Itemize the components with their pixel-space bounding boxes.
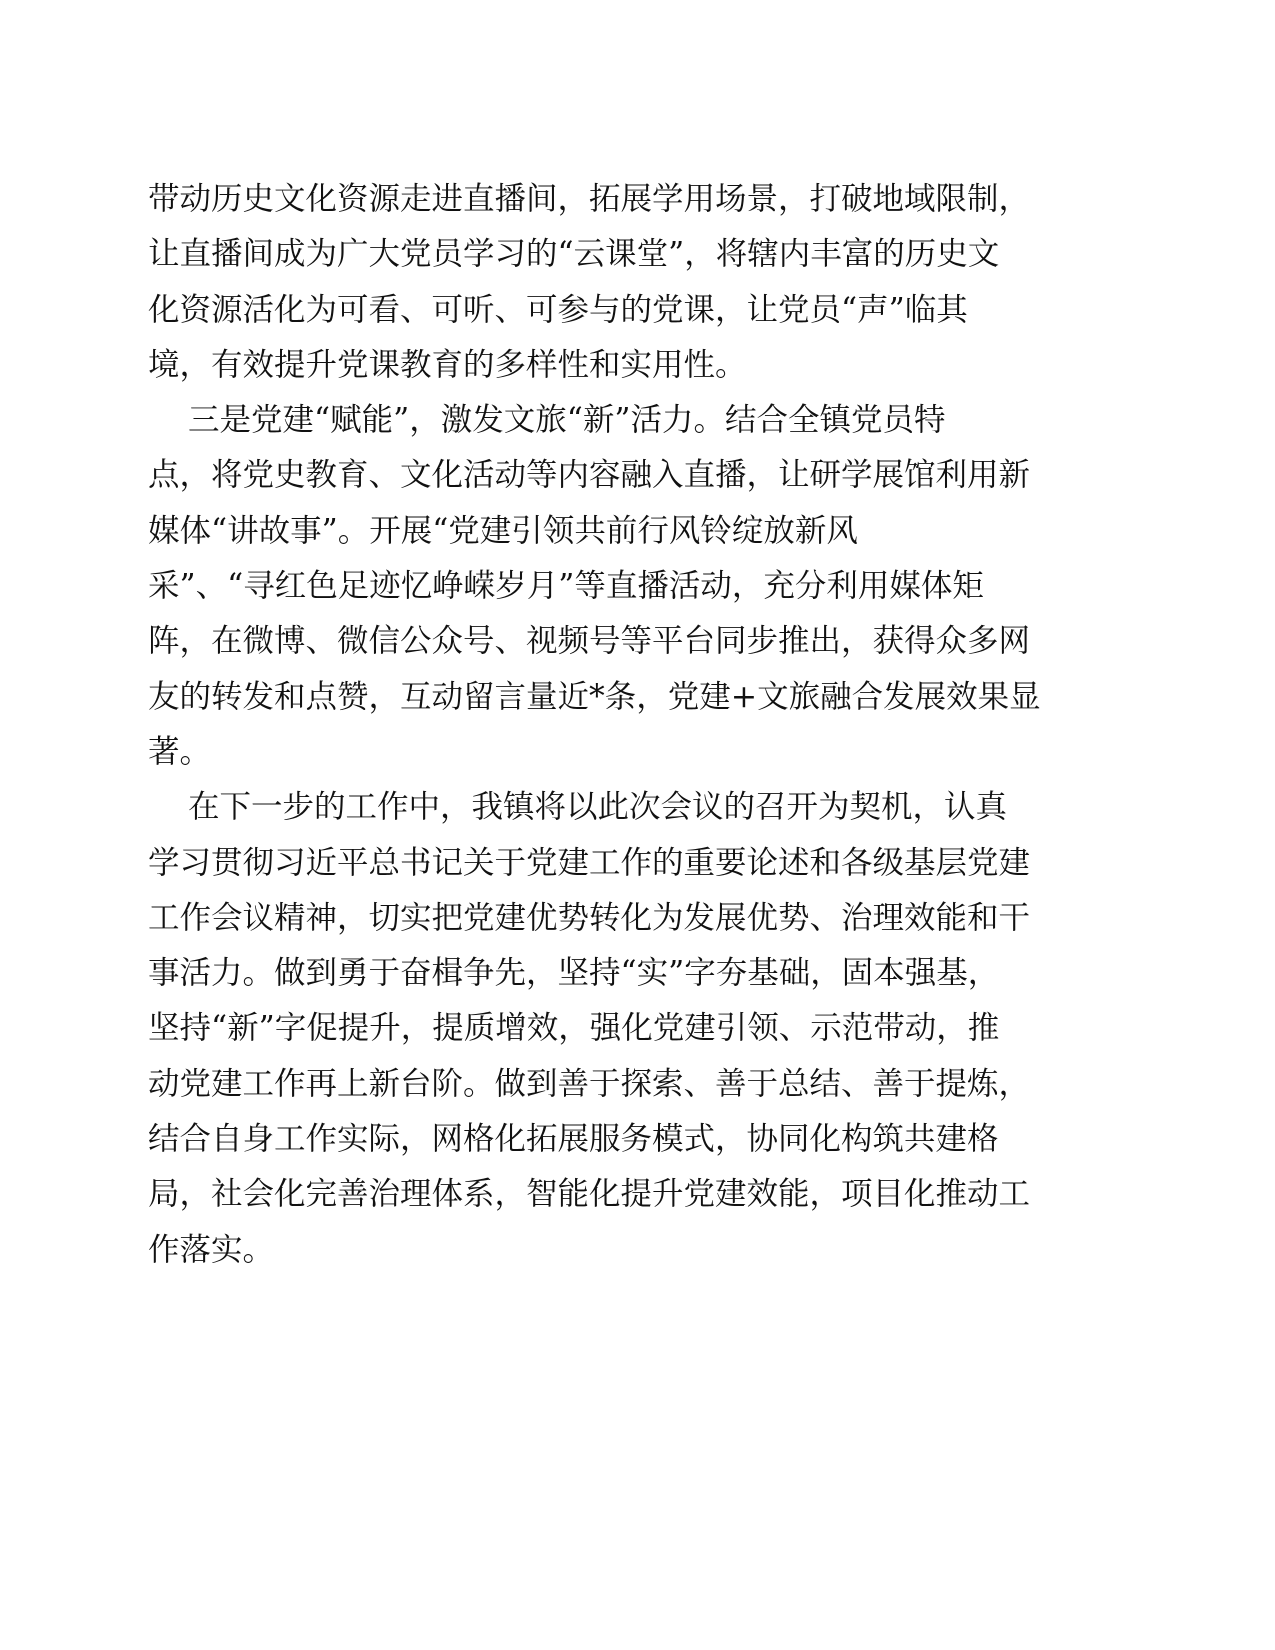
text-line: 事活力。做到勇于奋楫争先，坚持“实”字夯基础，固本强基， bbox=[148, 955, 1000, 992]
text-line: 局，社会化完善治理体系，智能化提升党建效能，项目化推动工 bbox=[148, 1176, 1031, 1213]
text-line: 结合自身工作实际，网格化拓展服务模式，协同化构筑共建格 bbox=[148, 1121, 999, 1158]
text-line: 学习贯彻习近平总书记关于党建工作的重要论述和各级基层党建 bbox=[148, 844, 1031, 881]
text-line: 三是党建“赋能”，激发文旅“新”活力。结合全镇党员特 bbox=[148, 402, 946, 439]
text-line: 带动历史文化资源走进直播间，拓展学用场景，打破地域限制， bbox=[148, 181, 1031, 217]
text-line: 采”、“寻红色足迹忆峥嵘岁月”等直播活动，充分利用媒体矩 bbox=[148, 568, 984, 605]
text-line: 著。 bbox=[148, 733, 212, 770]
text-line: 让直播间成为广大党员学习的“云课堂”，将辖内丰富的历史文 bbox=[148, 236, 1000, 273]
text-line: 坚持“新”字促提升，提质增效，强化党建引领、示范带动，推 bbox=[148, 1010, 1000, 1047]
document-body bbox=[148, 172, 1048, 1278]
text-line: 工作会议精神，切实把党建优势转化为发展优势、治理效能和干 bbox=[148, 899, 1031, 936]
text-line: 友的转发和点赞，互动留言量近*条，党建+文旅融合发展效果显 bbox=[148, 678, 1041, 715]
text-line: 阵，在微博、微信公众号、视频号等平台同步推出，获得众多网 bbox=[148, 623, 1031, 660]
text-line: 境，有效提升党课教育的多样性和实用性。 bbox=[148, 346, 747, 383]
text-line: 媒体“讲故事”。开展“党建引领共前行风铃绽放新风 bbox=[148, 512, 858, 549]
text-line: 作落实。 bbox=[148, 1231, 275, 1268]
text-line: 化资源活化为可看、可听、可参与的党课，让党员“声”临其 bbox=[148, 291, 968, 328]
text-line: 动党建工作再上新台阶。做到善于探索、善于总结、善于提炼， bbox=[148, 1065, 1031, 1102]
text-line: 点，将党史教育、文化活动等内容融入直播，让研学展馆利用新 bbox=[148, 457, 1031, 494]
text-line: 在下一步的工作中，我镇将以此次会议的召开为契机，认真 bbox=[148, 789, 1008, 826]
